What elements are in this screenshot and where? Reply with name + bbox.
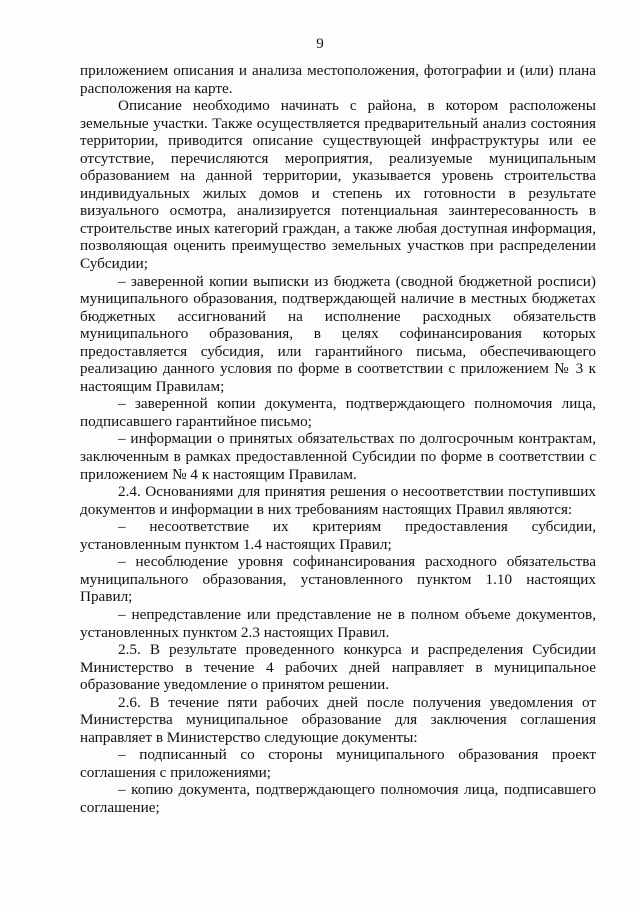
paragraph-incomplete-docs: – непредставление или представление не в полном объеме документов, установленных пунктом 2.3 настоящих Правил. [80, 605, 596, 641]
page-number: 9 [316, 36, 324, 52]
document-body [80, 62, 596, 817]
paragraph-2-6: 2.6. В течение пяти рабочих дней после получения уведомления от Министерства муниципальное образование для заключения соглашения направляет в Министерство следующие документы: [80, 693, 596, 746]
paragraph-continuation: приложением описания и анализа местоположения, фотографии и (или) плана расположения на карте. [80, 62, 596, 97]
paragraph-2-5: 2.5. В результате проведенного конкурса и распределения Субсидии Министерство в течение 4 рабочих дней направляет в муниципальное образование уведомление о принятом решении. [80, 641, 596, 694]
paragraph-draft-agreement: – подписанный со стороны муниципального образования проект соглашения с приложениями; [80, 746, 596, 781]
paragraph-authority-copy: – заверенной копии документа, подтверждающего полномочия лица, подписавшего гарантийное письмо; [80, 395, 596, 430]
paragraph-obligations-info: – информации о принятых обязательствах по долгосрочным контрактам, заключенным в рамках предоставленной Субсидии по форме в соответствии с приложением № 4 к настоящим Правилам. [80, 430, 596, 483]
paragraph-description: Описание необходимо начинать с района, в котором расположены земельные участки. Также осуществляется предварительный анализ состояния территории, приводится описание существующей инфраструктуры или ее отсутствие, перечисляются мероприятия, реализуемые муниципальным образованием на данной территории, указывается уровень строительства индивидуальных жилых домов и степень их готовности в результате визуального осмотра, анализируется потенциальная заинтересованность в строительстве иных категорий граждан, а также любая доступная информация, позволяющая оценить преимущество земельных участков при распределении Субсидии; [80, 97, 596, 273]
paragraph-2-4: 2.4. Основаниями для принятия решения о несоответствии поступивших документов и информации в них требованиям настоящих Правил являются: [80, 483, 596, 518]
paragraph-budget-extract: – заверенной копии выписки из бюджета (сводной бюджетной росписи) муниципального образования, подтверждающей наличие в местных бюджетах бюджетных ассигнований на исполнение расходных обязательств муниципального образования, в целях софинансирования которых предоставляется субсидия, или гарантийного письма, обеспечивающего реализацию данного условия по форме в соответствии с приложением № 3 к настоящим Правилам; [80, 272, 596, 395]
paragraph-signatory-authority: – копию документа, подтверждающего полномочия лица, подписавшего соглашение; [80, 781, 596, 816]
paragraph-cofinancing: – несоблюдение уровня софинансирования расходного обязательства муниципального образования, установленного пунктом 1.10 настоящих Правил; [80, 553, 596, 606]
paragraph-criteria-mismatch: – несоответствие их критериям предоставления субсидии, установленным пунктом 1.4 настоящих Правил; [80, 518, 596, 553]
